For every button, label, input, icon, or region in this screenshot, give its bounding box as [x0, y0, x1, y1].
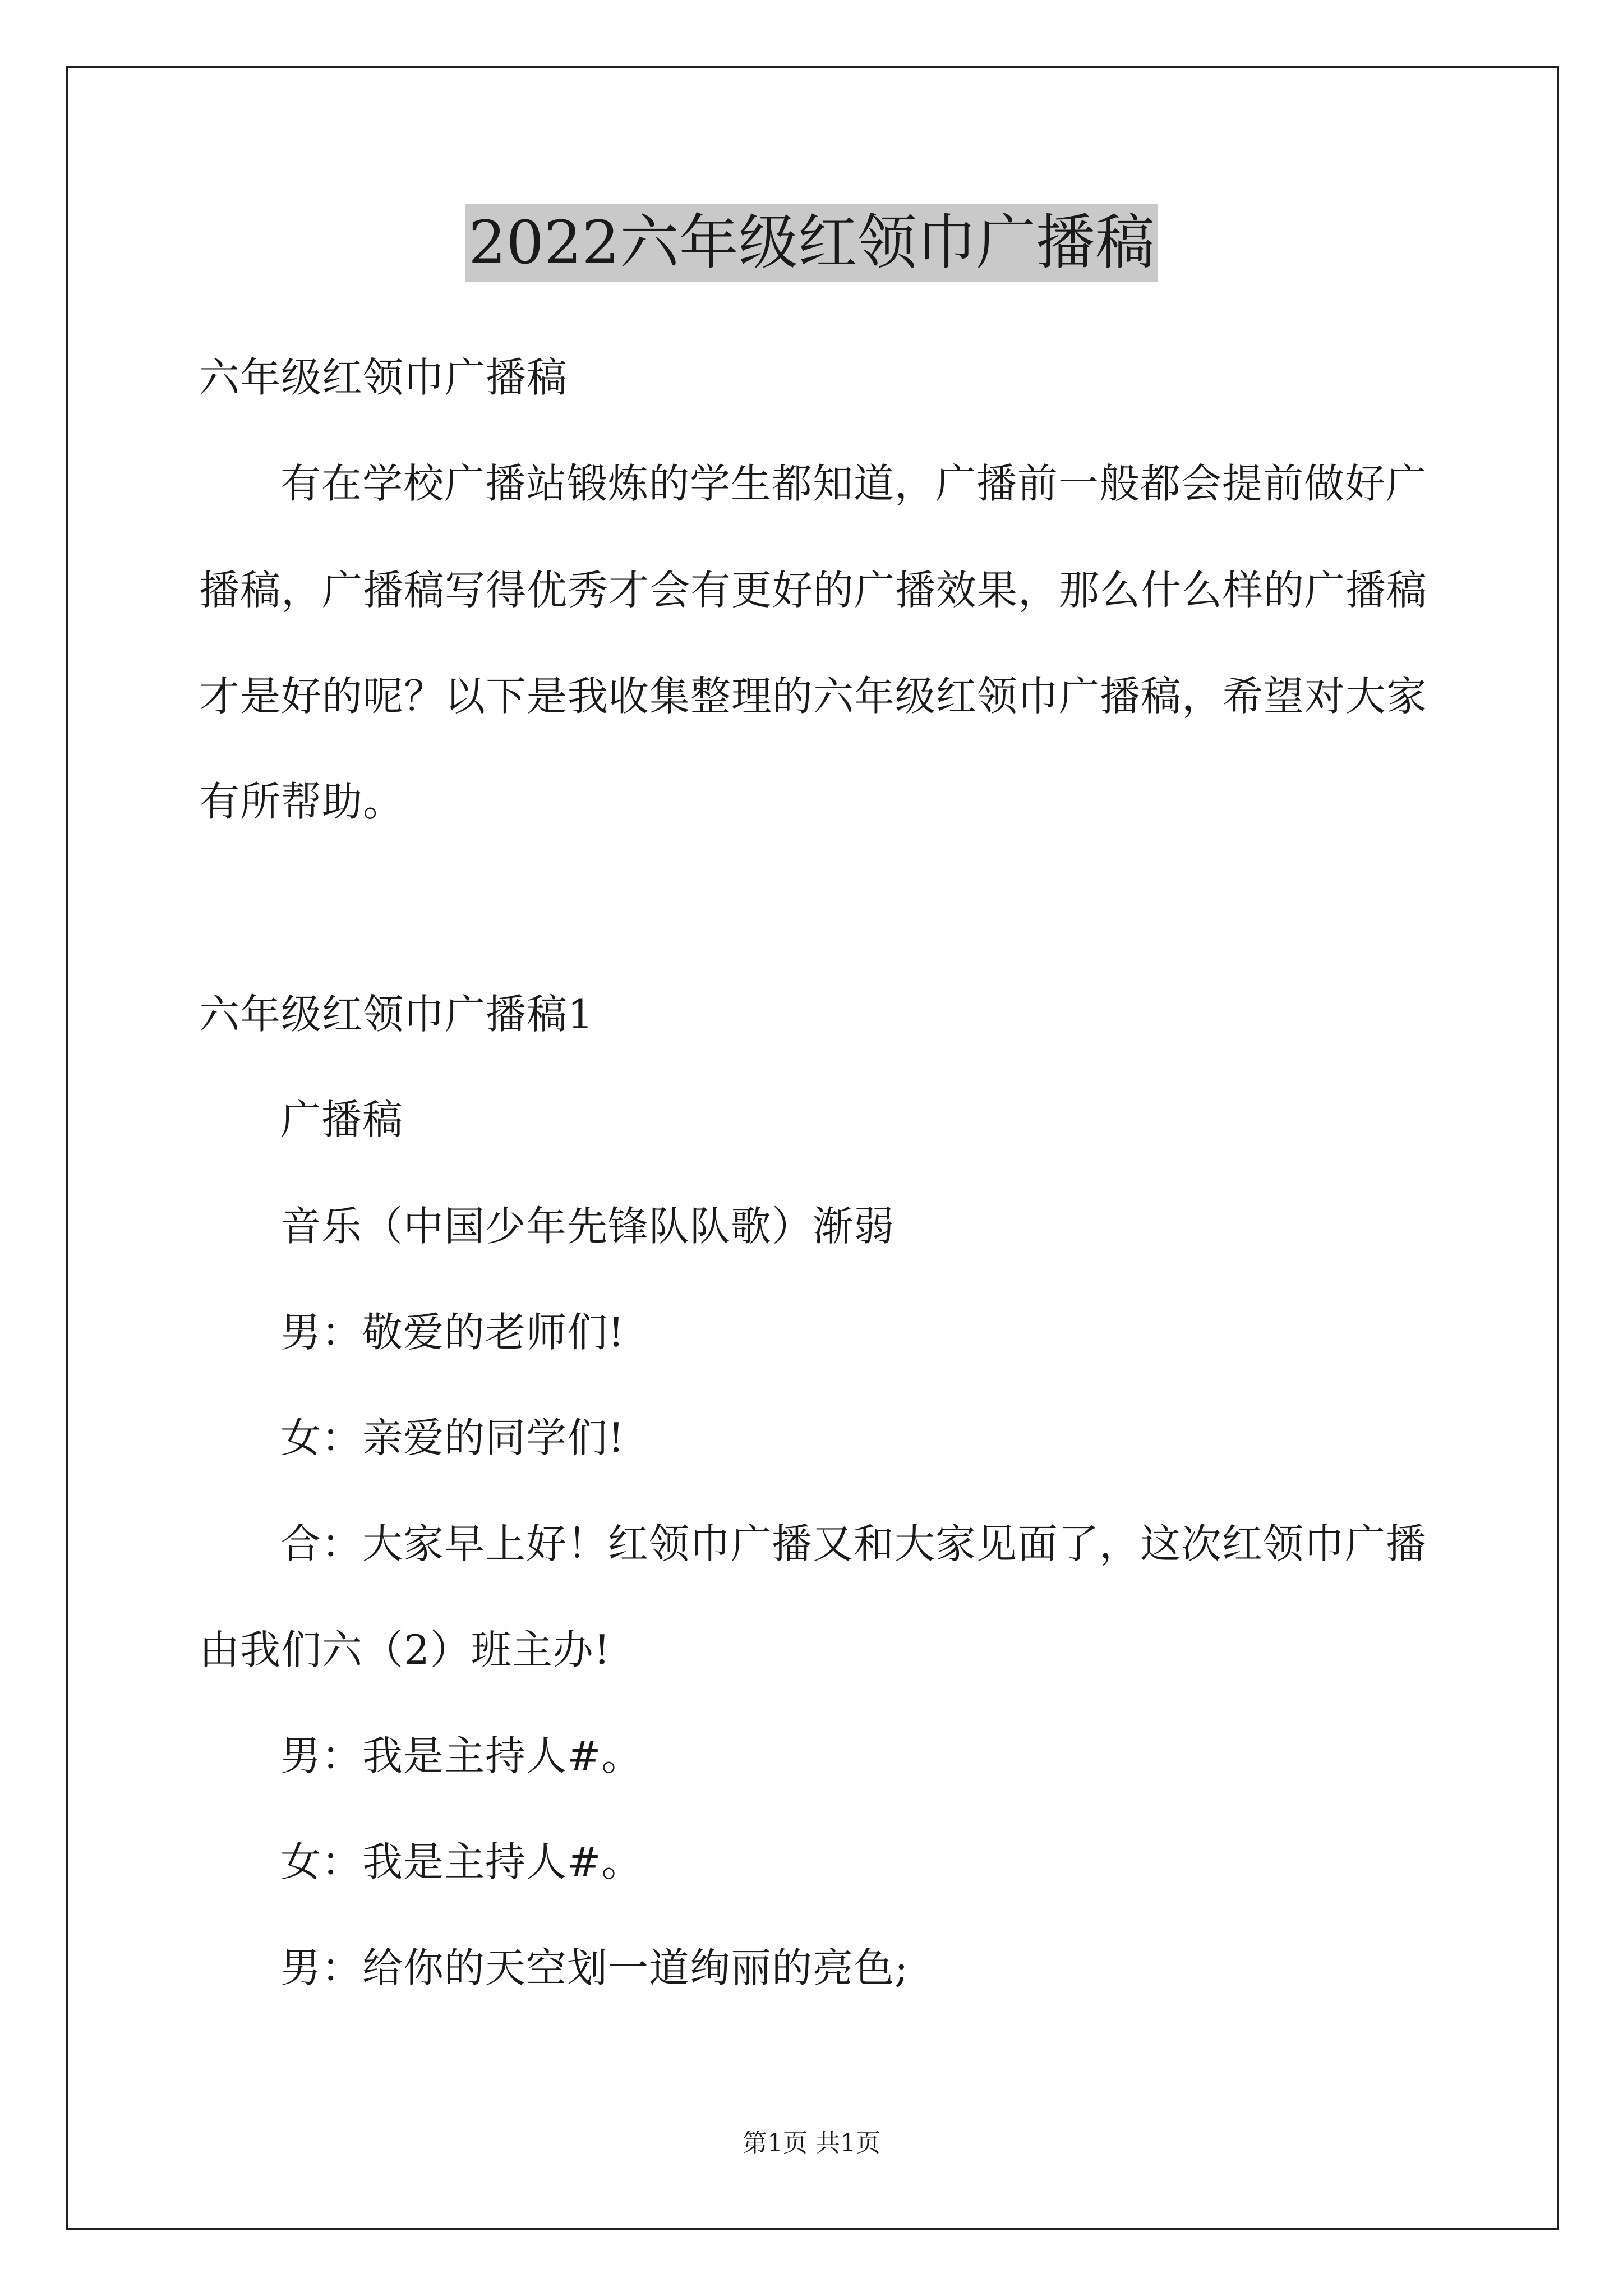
subtitle-line: 六年级红领巾广播稿: [199, 354, 568, 401]
paragraph-line: 才是好的呢？以下是我收集整理的六年级红领巾广播稿，希望对大家: [199, 673, 1428, 720]
paragraph-line: 合：大家早上好！红领巾广播又和大家见面了，这次红领巾广播: [280, 1520, 1427, 1567]
paragraph-line: 播稿，广播稿写得优秀才会有更好的广播效果，那么什么样的广播稿: [199, 567, 1428, 614]
paragraph-line: 男：敬爱的老师们!: [280, 1309, 625, 1356]
section-heading: 六年级红领巾广播稿1: [199, 991, 594, 1038]
paragraph-line: 男：我是主持人#。: [280, 1732, 643, 1779]
paragraph-line: 女：我是主持人#。: [280, 1838, 643, 1885]
title-container: [0, 204, 1623, 282]
page-footer: 第1页 共1页: [743, 2129, 880, 2157]
paragraph-line: 广播稿: [280, 1096, 404, 1143]
paragraph-line: 有所帮助。: [199, 778, 404, 825]
paragraph-line: 音乐（中国少年先锋队队歌）渐弱: [280, 1203, 895, 1250]
paragraph-line: 有在学校广播站锻炼的学生都知道，广播前一般都会提前做好广: [280, 460, 1427, 507]
paragraph-line: 男：给你的天空划一道绚丽的亮色;: [280, 1944, 909, 1991]
document-title: 2022六年级红领巾广播稿: [465, 204, 1158, 282]
paragraph-line: 由我们六（2）班主办!: [199, 1626, 611, 1673]
paragraph-line: 女：亲爱的同学们!: [280, 1414, 625, 1461]
